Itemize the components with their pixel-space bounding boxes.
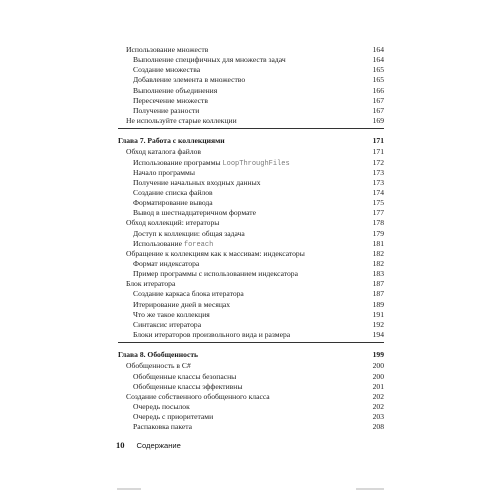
toc-page-number: 208 [372, 422, 384, 432]
toc-entry-title [133, 229, 245, 239]
chapter-divider [118, 128, 384, 129]
toc-entry-title [133, 330, 290, 340]
toc-entry-title [133, 178, 261, 188]
toc-entry [0, 75, 500, 85]
toc-entry-label: Блок итератора [126, 279, 176, 289]
toc-page-number: 171 [372, 147, 384, 157]
scan-bleed-right [356, 488, 384, 490]
toc-entry-label: Обобщенные классы эффективны [133, 381, 243, 391]
toc-entry-label: Начало программы [133, 167, 195, 177]
toc-page-number: 200 [372, 361, 384, 371]
toc-page-number: 173 [372, 177, 384, 187]
toc-entry-title [126, 279, 175, 289]
toc-entry-title [126, 45, 208, 55]
toc-page-number: 202 [372, 391, 384, 401]
toc-entry-label: Не используйте старые коллекции [126, 116, 237, 126]
toc-entry [0, 392, 500, 402]
toc-entry [0, 382, 500, 392]
toc-entry-label: Формат индексатора [133, 259, 200, 268]
toc-page-number: 200 [372, 371, 384, 381]
toc-page-number: 167 [372, 105, 384, 115]
toc-entry-label: Глава 7. Работа с коллекциями [118, 136, 225, 146]
toc-entry-title [133, 86, 217, 96]
running-head: Содержание [136, 441, 181, 450]
toc-page-number: 167 [372, 95, 384, 105]
toc-page-number: 192 [372, 319, 384, 329]
toc-page-number: 172 [372, 157, 384, 167]
scan-bleed-left [117, 488, 141, 490]
toc-entry-title [133, 320, 201, 330]
toc-page-number: 164 [372, 55, 384, 65]
toc-entry-label: Получение разности [133, 105, 200, 115]
toc-entry-title [133, 55, 286, 65]
toc-page-number: 165 [372, 65, 384, 75]
toc-page-number: 182 [372, 259, 384, 268]
toc-entry-title [133, 412, 213, 422]
toc-entry-label: Очередь посылок [133, 401, 190, 411]
toc-entry [0, 330, 500, 340]
toc-entry-label: Вывод в шестнадцатеричном формате [133, 208, 256, 218]
toc-entry-title [133, 168, 195, 178]
toc-entry-title [133, 269, 298, 279]
toc-entry [0, 65, 500, 75]
toc-entry [0, 300, 500, 310]
toc-entry [0, 289, 500, 299]
page-number: 10 [116, 440, 125, 450]
toc-entry [0, 86, 500, 96]
toc-entry [0, 372, 500, 382]
toc-entry [0, 249, 500, 259]
toc-entry-title [126, 218, 219, 228]
toc-entry-label: Глава 8. Обобщенность [118, 350, 199, 360]
toc-entry [0, 218, 500, 228]
toc-entry-label: Блоки итераторов произвольного вида и размера [133, 330, 291, 340]
toc-page-number: 199 [372, 350, 384, 360]
toc-entry-label: Получение начальных входных данных [133, 177, 261, 187]
toc-entry-label: Пример программы с использованием индексатора [133, 269, 298, 279]
toc-entry-title [133, 259, 199, 269]
toc-entry [0, 412, 500, 422]
toc-chapter-heading [0, 350, 500, 360]
toc-entry-label: Форматирование вывода [133, 198, 213, 208]
toc-entry [0, 147, 500, 157]
toc-entry-label: Использование множеств [126, 45, 209, 54]
toc-entry-label: Добавление элемента в множество [133, 75, 246, 85]
toc-page-number: 187 [372, 289, 384, 299]
toc-entry [0, 402, 500, 412]
toc-page-number: 181 [372, 238, 384, 248]
toc-entry-title [126, 147, 201, 157]
toc-page-number: 178 [372, 218, 384, 228]
toc-entry-title [133, 96, 208, 106]
toc-entry-title [126, 116, 237, 126]
toc-entry-label: Обобщенные классы безопасны [133, 371, 237, 381]
toc-entry-label: Обращение к коллекциям как к массивам: индексаторы [126, 248, 305, 258]
toc-page-number: 166 [372, 85, 384, 95]
toc-page-number: 169 [372, 116, 384, 126]
toc-entry-title [133, 65, 200, 75]
toc-entry [0, 158, 500, 168]
toc-page-number: 191 [372, 309, 384, 319]
toc-entry-label: Обход каталога файлов [126, 147, 201, 157]
toc-entry-label: Доступ к коллекции: общая задача [133, 228, 245, 238]
toc-entry-title [133, 106, 199, 116]
toc-entry-label: Итерирование дней в месяцах [133, 299, 231, 309]
toc-entry [0, 229, 500, 239]
toc-entry [0, 96, 500, 106]
toc-entry-label: Выполнение объединения [133, 85, 218, 95]
toc-entry [0, 310, 500, 320]
page-footer [116, 440, 181, 451]
toc-entry-title [133, 198, 213, 208]
toc-page-number: 203 [372, 412, 384, 422]
toc-entry [0, 55, 500, 65]
toc-entry [0, 239, 500, 249]
toc-entry-title [133, 300, 230, 310]
toc-entry [0, 279, 500, 289]
toc-page-number: 177 [372, 208, 384, 218]
toc-entry-label: Создание множества [133, 65, 201, 75]
toc-page-number: 164 [372, 45, 384, 54]
toc-page-number: 175 [372, 198, 384, 208]
toc-page-number: 183 [372, 269, 384, 279]
toc-entry [0, 422, 500, 432]
toc-entry-label: Синтаксис итератора [133, 319, 202, 329]
toc-entry-label: Создание списка файлов [133, 187, 213, 197]
toc-page-number: 194 [372, 330, 384, 340]
toc-entry-label: Создание собственного обобщенного класса [126, 391, 270, 401]
toc-entry-code: LoopThroughFiles [222, 159, 290, 168]
toc-entry-title [118, 350, 198, 360]
toc-page-number: 182 [372, 248, 384, 258]
toc-entry-title [118, 136, 225, 146]
toc-entry-label: Пересечение множеств [133, 95, 208, 105]
toc-entry-label: Использование [133, 238, 184, 248]
toc-page-number: 174 [372, 187, 384, 197]
toc-entry [0, 178, 500, 188]
toc-entry-title [133, 402, 190, 412]
toc-entry-label: Использование программы [133, 157, 223, 167]
toc-entry [0, 320, 500, 330]
toc-entry-label: Выполнение специфичных для множеств задач [133, 55, 286, 65]
toc-entry-title [133, 422, 192, 432]
toc-entry-title [126, 249, 305, 259]
toc-entry-title [133, 310, 210, 320]
toc-entry-label: Распаковка пакета [133, 422, 193, 432]
toc-page-number: 165 [372, 75, 384, 85]
toc-entry [0, 259, 500, 269]
toc-entry [0, 208, 500, 218]
toc-entry-title [133, 188, 213, 198]
toc-entry [0, 106, 500, 116]
toc-entry [0, 188, 500, 198]
toc-page-number: 171 [372, 136, 384, 146]
toc-entry-label: Очередь с приоритетами [133, 412, 214, 422]
toc-entry-label: Что же такое коллекция [133, 309, 210, 319]
toc-entry [0, 45, 500, 55]
toc-entry-title [126, 392, 270, 402]
toc-entry-title [133, 208, 256, 218]
toc-entry-title [133, 382, 242, 392]
toc-entry [0, 269, 500, 279]
toc-entry-label: Обход коллекций: итераторы [126, 218, 220, 228]
toc-page-number: 179 [372, 228, 384, 238]
chapter-divider [118, 342, 384, 343]
toc-entry [0, 168, 500, 178]
toc-entry-title [133, 372, 236, 382]
toc-entry-label: Обобщенность в C# [126, 361, 191, 371]
toc-page-number: 202 [372, 401, 384, 411]
toc-page-number: 189 [372, 299, 384, 309]
toc-entry-code: foreach [183, 240, 214, 249]
toc-entry [0, 116, 500, 126]
toc-page-number: 201 [372, 381, 384, 391]
toc-entry-title [126, 361, 191, 371]
toc-chapter-heading [0, 136, 500, 146]
toc-page-number: 173 [372, 167, 384, 177]
toc-entry [0, 361, 500, 371]
toc-entry-title [133, 75, 245, 85]
toc-entry-title [133, 289, 244, 299]
toc-entry [0, 198, 500, 208]
toc-page-number: 187 [372, 279, 384, 289]
toc-entry-label: Создание каркаса блока итератора [133, 289, 244, 299]
